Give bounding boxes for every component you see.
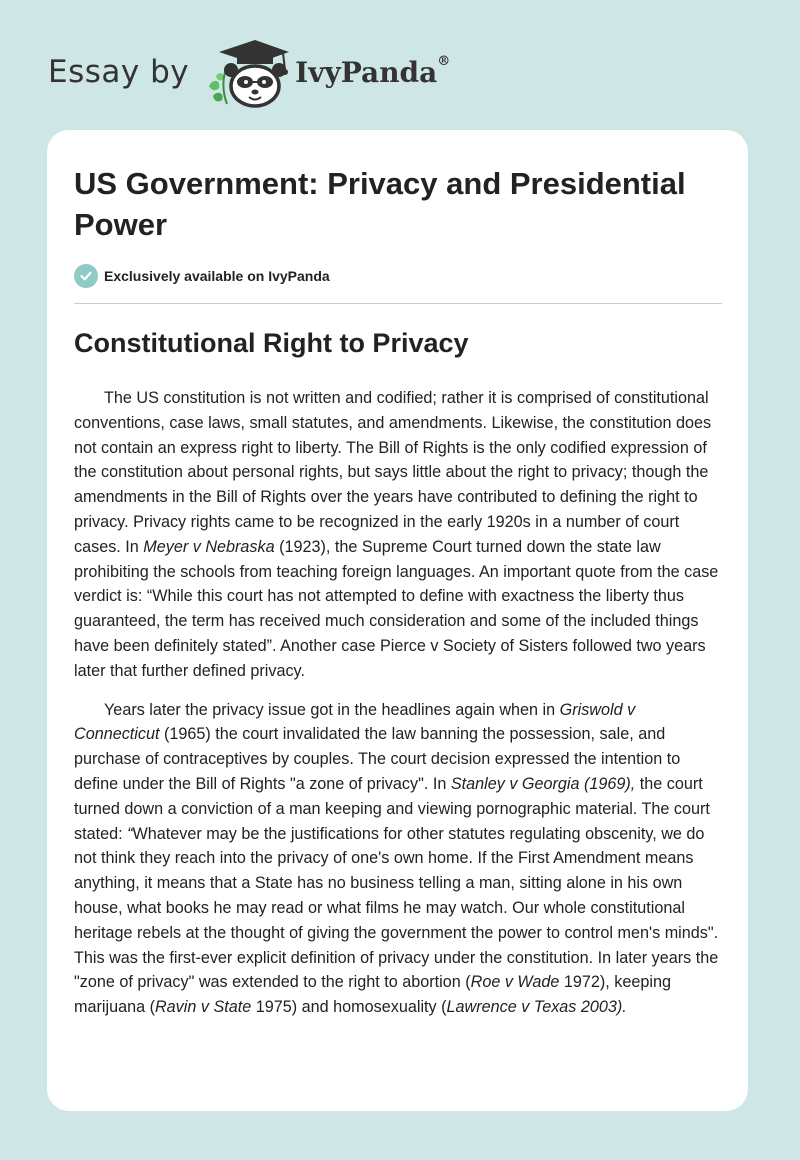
paragraph-text: 1975) and homosexuality ( [251, 998, 447, 1017]
article-body [74, 386, 724, 1034]
paragraph-text: Years later the privacy issue got in the headlines again when in [104, 700, 560, 719]
site-header [48, 36, 450, 108]
essay-card [47, 130, 748, 1111]
checkmark-icon [74, 264, 98, 288]
case-citation: Griswold v Connecticut [74, 700, 636, 744]
paragraph-text: The US constitution is not written and codified; rather it is comprised of constitutional conventions, case laws, small statutes, and amendments. Likewise, the constitution does not contain an express right to liberty. The Bill of Rights is the only codified expression of the constitution about personal rights, but says little about the right to privacy; though the amendments in the Bill of Rights over the years have contributed to defining the right to privacy. Privacy rights came to be recognized in the early 1920s in a number of court cases. In [74, 389, 712, 556]
divider [74, 303, 722, 304]
essay-by-label: Essay by [48, 54, 190, 90]
paragraph-text: Whatever may be the justifications for other statutes regulating obscenity, we do not think they reach into the privacy of one's own home. If the First Amendment means anything, it means that a State has no business telling a man, sitting alone in his own house, what books he may read or what films he may watch. Our whole constitutional heritage rebels at the thought of giving the government the power to control men's minds". This was the first-ever explicit definition of privacy under the constitution. In later years the "zone of privacy" was extended to the right to abortion ( [74, 824, 719, 992]
registered-mark: ® [437, 53, 451, 69]
panda-graduate-logo-icon[interactable] [203, 36, 291, 108]
paragraph [74, 698, 724, 1020]
paragraph-text: 1972), keeping marijuana ( [74, 973, 672, 1017]
paragraph [74, 386, 724, 684]
exclusive-label: Exclusively available on IvyPanda [104, 268, 330, 284]
exclusive-badge [74, 264, 330, 288]
paragraph-text: (1965) the court invalidated the law banning the possession, sale, and purchase of contraceptives by couples. The court decision expressed the intention to define under the Bill of Rights "a zone of privacy". In [74, 725, 681, 793]
case-citation: Roe v Wade [470, 973, 560, 992]
brand-name[interactable]: IvyPanda® [295, 53, 451, 89]
case-citation: Stanley v Georgia (1969), [450, 774, 636, 793]
paragraph-text: the court turned down a conviction of a man keeping and viewing pornographic material. The court stated: [74, 774, 710, 843]
case-citation: Ravin v State [154, 998, 252, 1017]
case-citation: Lawrence v Texas 2003). [446, 998, 627, 1017]
case-citation: “ [127, 824, 133, 843]
case-citation: Meyer v Nebraska [143, 537, 275, 556]
paragraph-text: (1923), the Supreme Court turned down the state law prohibiting the schools from teaching foreign languages. An important quote from the case verdict is: “While this court has not attempted to define with exactness the liberty thus guaranteed, the term has received much consideration and some of the included things have been definitely stated”. Another case Pierce v Society of Sisters followed two years later that further defined privacy. [74, 537, 719, 680]
section-heading: Constitutional Right to Privacy [74, 328, 469, 358]
page-title: US Government: Privacy and Presidential Power [74, 166, 686, 242]
